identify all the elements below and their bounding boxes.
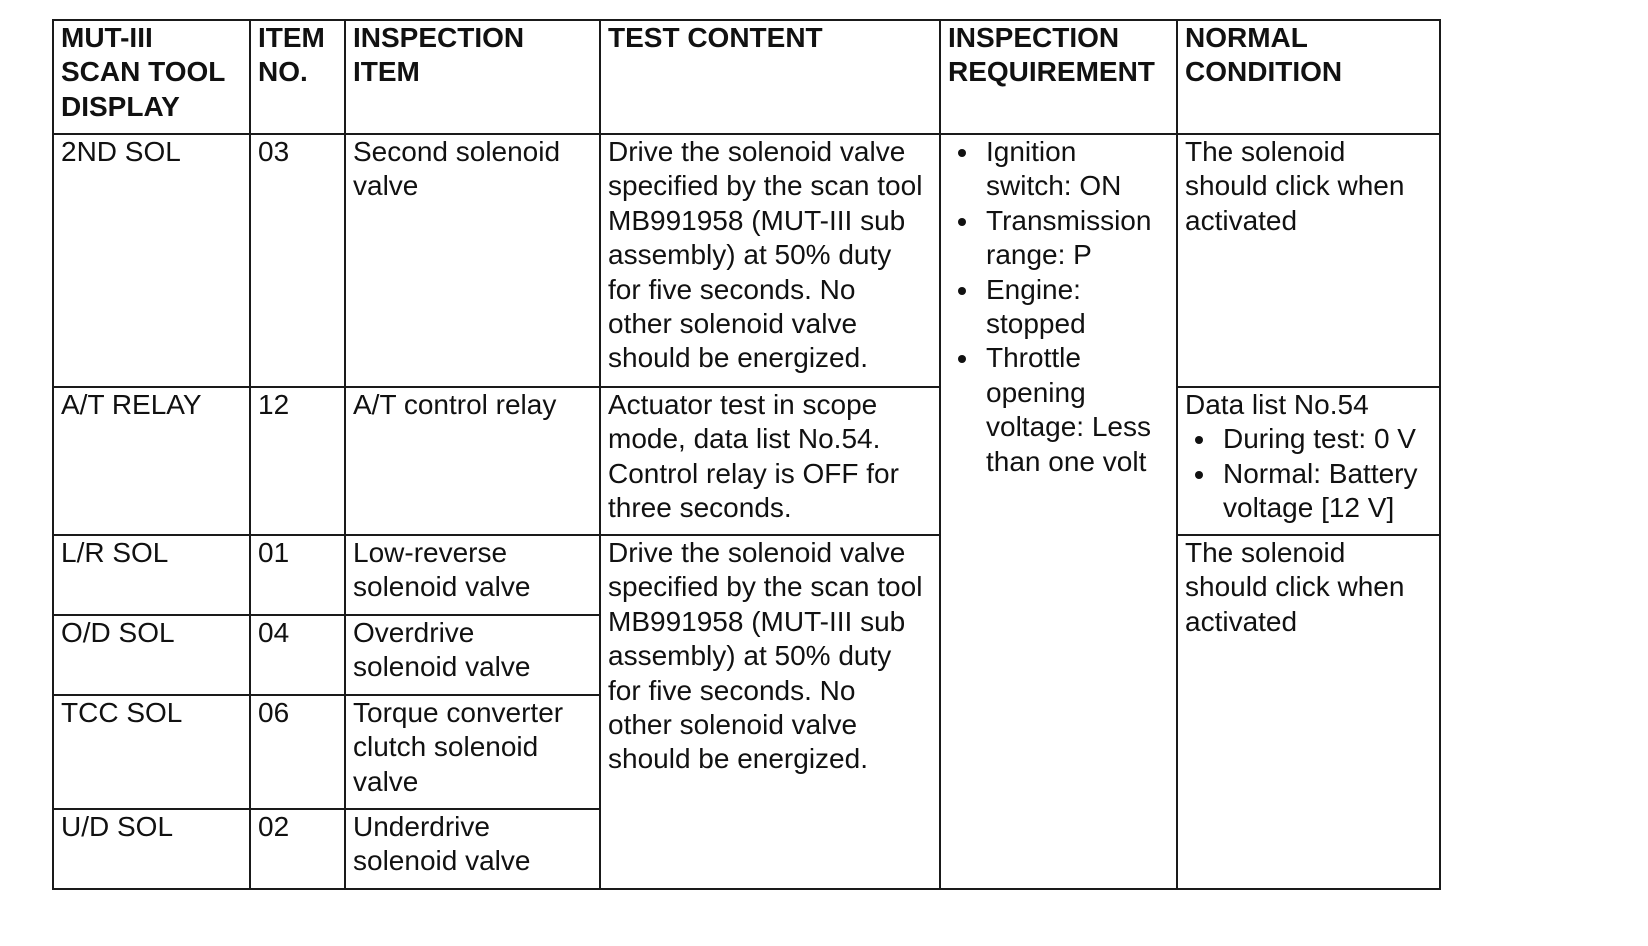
display-cell: L/R SOL (53, 535, 250, 615)
header-inspection-item: INSPECTION ITEM (345, 20, 600, 134)
list-item: Ignition switch: ON (948, 135, 1170, 204)
actuator-test-table (52, 19, 1441, 890)
list-item: Transmission range: P (948, 204, 1170, 273)
display-cell: O/D SOL (53, 615, 250, 695)
list-item: During test: 0 V (1185, 422, 1433, 456)
header-item-no: ITEM NO. (250, 20, 345, 134)
display-cell: TCC SOL (53, 695, 250, 809)
display-cell: U/D SOL (53, 809, 250, 889)
normal-condition-cell: The solenoid should click when activated (1177, 134, 1440, 387)
inspection-requirement-cell (940, 134, 1177, 889)
inspection-requirement-list (948, 135, 1170, 479)
test-content-cell: Drive the solenoid valve specified by the scan tool MB991958 (MUT-III sub assembly) at 50% duty for five seconds. No other solenoid valve should be energized. (600, 535, 940, 889)
table-row (53, 134, 1440, 387)
item-no-cell: 06 (250, 695, 345, 809)
normal-condition-cell (1177, 387, 1440, 535)
header-display: MUT-III SCAN TOOL DISPLAY (53, 20, 250, 134)
test-content-cell: Actuator test in scope mode, data list No.54. Control relay is OFF for three seconds. (600, 387, 940, 535)
inspection-item-cell: Low-reverse solenoid valve (345, 535, 600, 615)
table-row (53, 387, 1440, 535)
table-row (53, 535, 1440, 615)
list-item: Throttle opening voltage: Less than one volt (948, 341, 1170, 479)
item-no-cell: 04 (250, 615, 345, 695)
display-cell: A/T RELAY (53, 387, 250, 535)
normal-condition-list (1185, 422, 1433, 525)
inspection-item-cell: Second solenoid valve (345, 134, 600, 387)
item-no-cell: 03 (250, 134, 345, 387)
inspection-item-cell: Overdrive solenoid valve (345, 615, 600, 695)
normal-condition-title: Data list No.54 (1185, 389, 1369, 420)
item-no-cell: 01 (250, 535, 345, 615)
list-item: Normal: Battery voltage [12 V] (1185, 457, 1433, 526)
item-no-cell: 12 (250, 387, 345, 535)
list-item: Engine: stopped (948, 273, 1170, 342)
test-content-cell: Drive the solenoid valve specified by the scan tool MB991958 (MUT-III sub assembly) at 50% duty for five seconds. No other solenoid valve should be energized. (600, 134, 940, 387)
normal-condition-cell: The solenoid should click when activated (1177, 535, 1440, 889)
inspection-item-cell: Torque converter clutch solenoid valve (345, 695, 600, 809)
display-cell: 2ND SOL (53, 134, 250, 387)
header-normal-condition: NORMAL CONDITION (1177, 20, 1440, 134)
item-no-cell: 02 (250, 809, 345, 889)
header-row (53, 20, 1440, 134)
header-inspection-requirement: INSPECTION REQUIREMENT (940, 20, 1177, 134)
header-test-content: TEST CONTENT (600, 20, 940, 134)
inspection-item-cell: A/T control relay (345, 387, 600, 535)
inspection-item-cell: Underdrive solenoid valve (345, 809, 600, 889)
